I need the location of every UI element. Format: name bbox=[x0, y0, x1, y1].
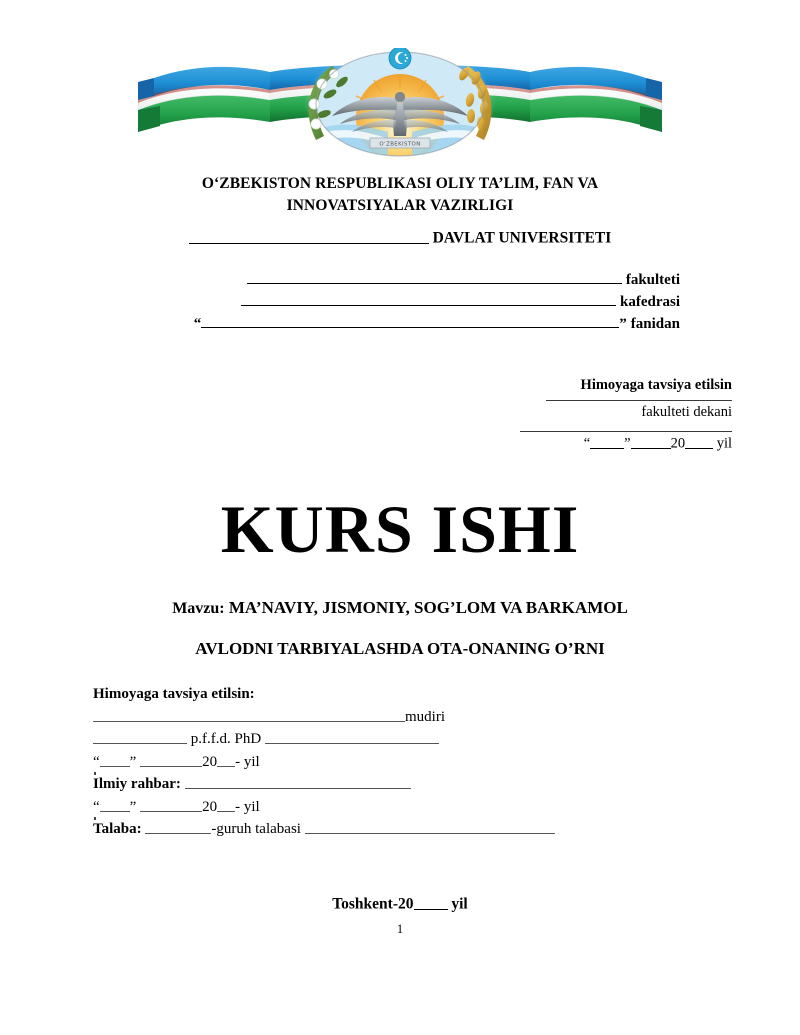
supervisor-name-blank[interactable] bbox=[185, 773, 411, 789]
flag-ribbon-right bbox=[530, 67, 662, 132]
supervisor-date-year-prefix: 20 bbox=[202, 798, 218, 815]
subject-close-quote: ” bbox=[619, 316, 627, 332]
student-label: Talaba: bbox=[93, 821, 142, 837]
ministry-line-2: INNOVATSIYALAR VAZIRLIGI bbox=[286, 197, 514, 214]
student-group-blank[interactable] bbox=[145, 818, 211, 834]
dean-date-row bbox=[472, 432, 732, 454]
dean-date-year-blank[interactable] bbox=[685, 433, 713, 449]
degree-prefix-blank[interactable] bbox=[93, 728, 187, 744]
star-crescent-icon bbox=[389, 48, 411, 69]
student-row bbox=[93, 818, 673, 841]
document-main-title: KURS ISHI bbox=[220, 491, 580, 567]
topic-label: Mavzu: bbox=[172, 600, 225, 617]
emblem-scroll bbox=[370, 138, 430, 148]
faculty-department-block bbox=[120, 268, 680, 334]
supervisor-row bbox=[93, 773, 673, 796]
signature-block bbox=[93, 684, 673, 841]
department-label: kafedrasi bbox=[620, 294, 680, 310]
city-year-prefix: Toshkent-20 bbox=[332, 895, 414, 913]
topic-line-2: AVLODNI TARBIYALASHDA OTA-ONANING O’RNI bbox=[195, 639, 605, 658]
subject-label: fanidan bbox=[630, 316, 680, 332]
university-suffix-label: DAVLAT UNIVERSITETI bbox=[432, 229, 612, 247]
supervisor-date-open-quote: “ bbox=[93, 798, 100, 815]
dean-date-month-blank[interactable] bbox=[631, 433, 671, 449]
head-date-open-quote: “ bbox=[93, 753, 100, 770]
city-year-suffix: yil bbox=[451, 895, 468, 913]
faculty-row bbox=[120, 268, 680, 290]
dean-date-year-prefix: 20 bbox=[670, 435, 686, 452]
subject-open-quote: “ bbox=[193, 316, 202, 332]
subject-row bbox=[120, 312, 680, 334]
ministry-heading bbox=[120, 173, 680, 217]
supervisor-date-year-blank[interactable] bbox=[217, 796, 235, 812]
supervisor-date-suffix: - yil bbox=[235, 798, 260, 815]
ministry-line-1: O‘ZBEKISTON RESPUBLIKASI OLIY TA’LIM, FAN VA bbox=[201, 175, 599, 192]
faculty-label: fakulteti bbox=[625, 272, 680, 288]
uzbekistan-state-emblem-icon bbox=[120, 48, 680, 160]
head-date-month-blank[interactable] bbox=[140, 751, 202, 767]
head-date-year-blank[interactable] bbox=[217, 751, 235, 767]
university-name-line bbox=[120, 227, 680, 250]
dean-approval-block bbox=[472, 375, 732, 454]
dean-date-year-label: yil bbox=[716, 435, 732, 452]
faculty-name-blank[interactable] bbox=[247, 268, 622, 284]
topic-block bbox=[100, 588, 700, 669]
university-name-blank[interactable] bbox=[189, 227, 429, 244]
supervisor-date-day-blank[interactable] bbox=[100, 796, 130, 812]
page-number: 1 bbox=[396, 922, 404, 936]
head-date-suffix: - yil bbox=[235, 753, 260, 770]
supervisor-date-close-quote: ” bbox=[129, 798, 137, 815]
topic-line-1 bbox=[100, 588, 700, 629]
head-date-day-blank[interactable] bbox=[100, 751, 130, 767]
head-date-year-prefix: 20 bbox=[202, 753, 218, 770]
dean-approval-heading: Himoyaga tavsiya etilsin bbox=[580, 377, 732, 393]
city-year-line bbox=[0, 893, 800, 914]
department-head-label: mudiri bbox=[405, 708, 445, 725]
head-date-close-quote: ” bbox=[129, 753, 137, 770]
department-head-name-blank[interactable] bbox=[93, 706, 405, 722]
degree-label: p.f.f.d. PhD bbox=[190, 731, 262, 747]
dean-role-label: fakulteti dekani bbox=[641, 404, 732, 420]
flag-ribbon-left bbox=[138, 67, 270, 132]
student-group-label: -guruh talabasi bbox=[211, 821, 301, 837]
degree-name-blank[interactable] bbox=[265, 728, 439, 744]
svg-text:O‘ZBEKISTON: O‘ZBEKISTON bbox=[379, 141, 421, 148]
department-head-row bbox=[93, 706, 673, 729]
dean-date-close-quote: ” bbox=[624, 435, 631, 452]
degree-row bbox=[93, 728, 673, 751]
recommend-heading: Himoyaga tavsiya etilsin: bbox=[93, 686, 255, 702]
department-name-blank[interactable] bbox=[241, 290, 616, 306]
head-date-row bbox=[93, 751, 673, 774]
supervisor-date-row bbox=[93, 796, 673, 819]
dean-date-day-blank[interactable] bbox=[590, 433, 624, 449]
student-name-blank[interactable] bbox=[305, 818, 555, 834]
dean-date-open-quote: “ bbox=[583, 435, 591, 452]
department-row bbox=[120, 290, 680, 312]
supervisor-label: Ilmiy rahbar: bbox=[93, 776, 181, 792]
subject-name-blank[interactable] bbox=[201, 312, 619, 328]
supervisor-date-month-blank[interactable] bbox=[140, 796, 202, 812]
city-year-blank[interactable] bbox=[414, 893, 448, 910]
topic-text-line-1: MA’NAVIY, JISMONIY, SOG’LOM VA BARKAMOL bbox=[228, 598, 628, 617]
